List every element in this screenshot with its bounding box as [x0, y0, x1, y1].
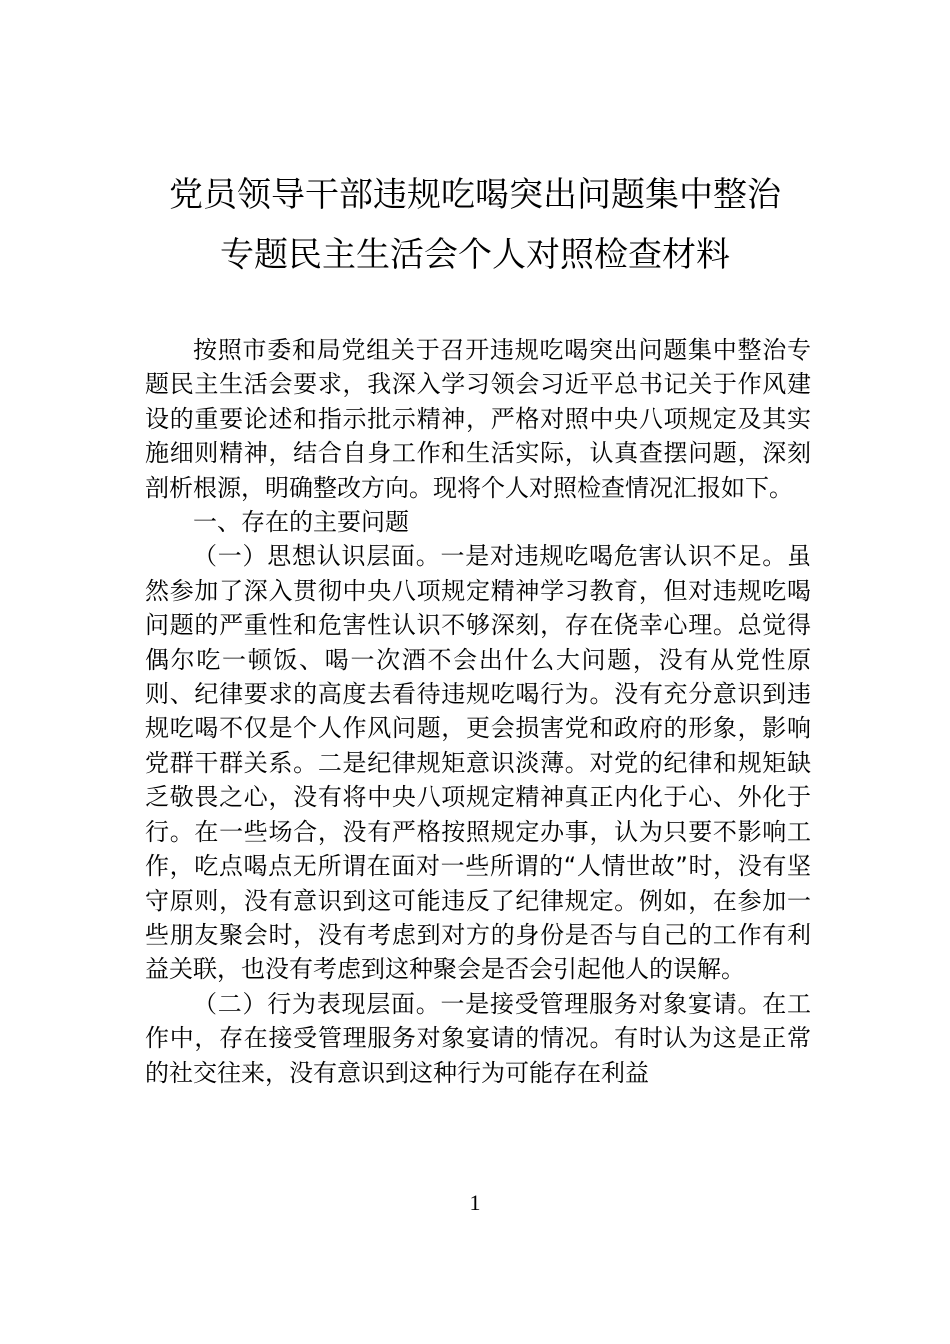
page-number: 1: [469, 1190, 481, 1215]
title-line-1: 党员领导干部违规吃喝突出问题集中整治: [169, 175, 781, 215]
section-heading-1: 一、存在的主要问题: [193, 508, 409, 537]
intro-paragraph: 按照市委和局党组关于召开违规吃喝突出问题集中整治专题民主生活会要求，我深入学习领会习近平总书记关于作风建设的重要论述和指示批示精神，严格对照中央八项规定及其实施细则精神，结合自身工作和生活实际，认真查摆问题，深刻剖析根源，明确整改方向。现将个人对照检查情况汇报如下。: [145, 336, 811, 502]
paragraph-thought-level: （一）思想认识层面。一是对违规吃喝危害认识不足。虽然参加了深入贯彻中央八项规定精神学习教育，但对违规吃喝问题的严重性和危害性认识不够深刻，存在侥幸心理。总觉得偶尔吃一顿饭、喝一次酒不会出什么大问题，没有从党性原则、纪律要求的高度去看待违规吃喝行为。没有充分意识到违规吃喝不仅是个人作风问题，更会损害党和政府的形象，影响党群干群关系。二是纪律规矩意识淡薄。对党的纪律和规矩缺乏敬畏之心，没有将中央八项规定精神真正内化于心、外化于行。在一些场合，没有严格按照规定办事，认为只要不影响工作，吃点喝点无所谓在面对一些所谓的“人情世故”时，没有坚守原则，没有意识到这可能违反了纪律规定。例如，在参加一些朋友聚会时，没有考虑到对方的身份是否与自己的工作有利益关联，也没有考虑到这种聚会是否会引起他人的误解。: [145, 542, 811, 984]
paragraph-behavior-level: （二）行为表现层面。一是接受管理服务对象宴请。在工作中，存在接受管理服务对象宴请的情况。有时认为这是正常的社交往来，没有意识到这种行为可能存在利益: [145, 989, 811, 1087]
title-line-2: 专题民主生活会个人对照检查材料: [220, 235, 730, 275]
document-body: [145, 333, 811, 1090]
document-title: [100, 165, 850, 285]
